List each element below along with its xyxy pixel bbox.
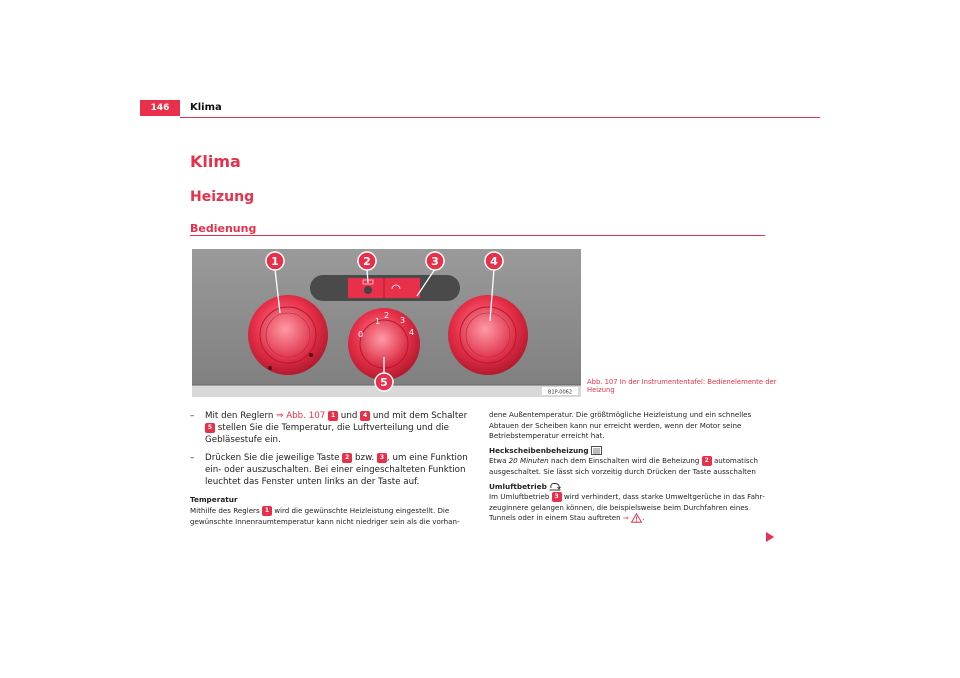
fan-mark-2: 2 <box>384 311 390 320</box>
rear-window-heading: Heckscheibenbeheizung <box>489 446 769 457</box>
ref-badge-5: 5 <box>205 423 215 433</box>
ref-badge-2b: 2 <box>702 456 712 466</box>
fan-mark-1: 1 <box>375 317 381 326</box>
text-column-left <box>190 410 470 527</box>
figure-caption: Abb. 107 In der Instrumententafel: Bedienelemente der Heizung <box>587 378 777 394</box>
ref-badge-3: 3 <box>377 453 387 463</box>
running-header-title: Klima <box>190 102 222 113</box>
callout-4 <box>485 252 503 270</box>
callout-3-label: 3 <box>431 255 439 268</box>
header-rule <box>180 117 820 118</box>
ref-badge-2: 2 <box>342 453 352 463</box>
figure-code: B1P-0062 <box>547 389 573 396</box>
rear-window-heating-icon <box>591 446 602 455</box>
warning-reference-link[interactable]: ⇒ <box>623 513 642 522</box>
ref-badge-3b: 3 <box>552 492 562 502</box>
recirculation-heading: Umluftbetrieb <box>489 482 769 493</box>
callout-1 <box>266 252 284 270</box>
ref-badge-1b: 1 <box>262 506 272 516</box>
callout-1-label: 1 <box>271 255 279 268</box>
rear-window-heating-button-icon <box>364 286 372 294</box>
callout-2-label: 2 <box>363 255 371 268</box>
instruction-bullet-2: – Drücken Sie die jeweilige Taste 2 bzw. 3 , um eine Funktion ein- oder auszuschalten. Bei einer eingeschalteten Funktion leuchtet das Fenster unten links an der Taste auf. <box>190 453 468 487</box>
temperature-knob <box>248 295 328 375</box>
subsection-title: Bedienung <box>190 222 257 235</box>
fan-mark-0: 0 <box>358 330 364 339</box>
instruction-bullet-1: – Mit den Reglern ⇒ Abb. 107 1 und 4 und mit dem Schalter 5 stellen Sie die Temperatur, die Luftverteilung und die Gebläsestufe ein. <box>190 411 468 445</box>
section-title: Heizung <box>190 189 255 205</box>
temperature-heading: Temperatur <box>190 495 238 504</box>
next-page-arrow-icon[interactable] <box>765 531 775 543</box>
callout-3 <box>426 252 444 270</box>
temperature-paragraph: Mithilfe des Reglers 1 wird die gewünschte Heizleistung eingestellt. Die gewünschte Innenraumtemperatur kann nicht niedriger sein als die vorhan- <box>190 506 460 526</box>
section-rule <box>190 235 765 236</box>
chapter-title: Klima <box>190 152 241 171</box>
callout-5 <box>375 373 393 391</box>
callout-4-label: 4 <box>490 255 498 268</box>
text-column-right <box>489 410 769 524</box>
heater-panel-illustration <box>192 249 581 397</box>
recirculation-paragraph: Im Umluftbetrieb 3 wird verhindert, dass starke Umweltgerüche in das Fahrzeuginnere gelangen können, die beispielsweise beim Durchfahren eines Tunnels oder in einem Stau auftreten ⇒ . <box>489 492 765 523</box>
air-distribution-knob <box>448 295 528 375</box>
heater-control-figure <box>192 249 581 397</box>
callout-5-label: 5 <box>380 376 388 389</box>
fan-mark-4: 4 <box>409 328 415 337</box>
fan-mark-3: 3 <box>400 316 406 325</box>
page-number: 146 <box>140 100 180 116</box>
ref-badge-4: 4 <box>360 411 370 421</box>
callout-2 <box>358 252 376 270</box>
ref-badge-1: 1 <box>328 411 338 421</box>
warning-triangle-icon <box>631 513 642 523</box>
rear-window-paragraph: Etwa 20 Minuten nach dem Einschalten wird die Beheizung 2 automatisch ausgeschaltet. Sie lässt sich vorzeitig durch Drücken der Taste ausschalten <box>489 456 759 476</box>
figure-reference-link[interactable]: ⇒ Abb. 107 <box>276 411 326 421</box>
temperature-paragraph-cont: dene Außentemperatur. Die größtmögliche Heizleistung und ein schnelles Abtauen der Scheiben kann nur erreicht werden, wenn der Motor seine Betriebstemperatur erreicht hat. <box>489 410 752 441</box>
recirculation-icon <box>549 482 561 491</box>
